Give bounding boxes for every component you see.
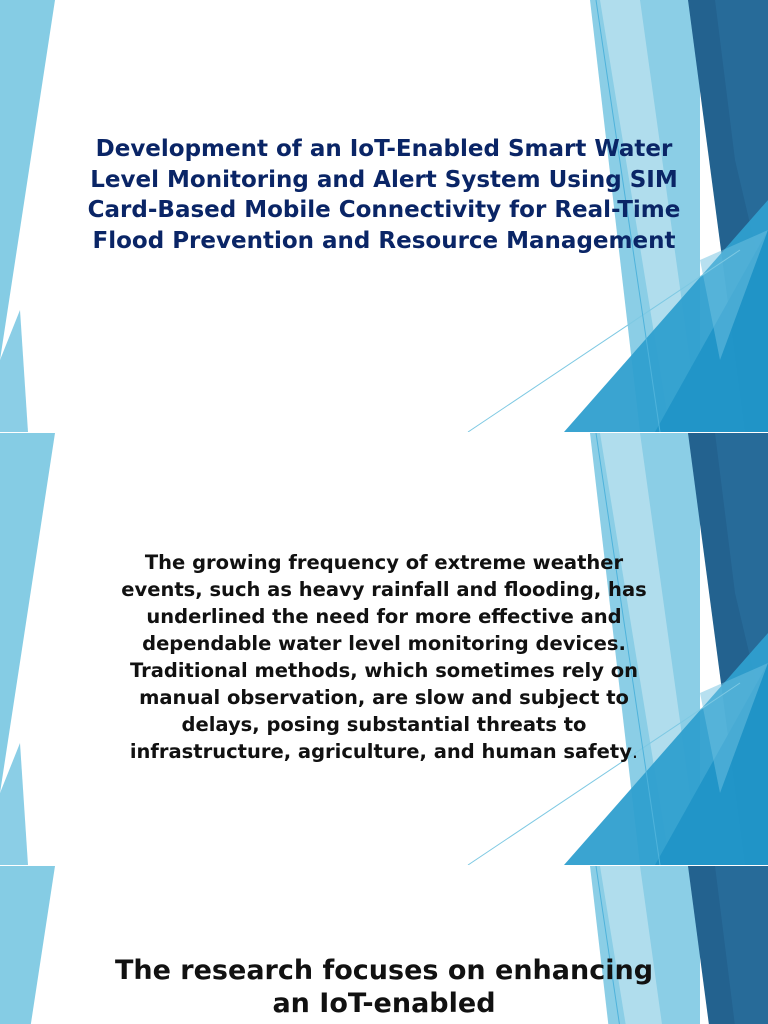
left-sliver-shape bbox=[0, 866, 55, 1024]
slide-body-paragraph: The growing frequency of extreme weather events, such as heavy rainfall and flooding, has underlined the need for more effective and dependable water level monitoring devices. Traditional methods, which sometimes rely on manual observation, are slow and subject to delays, posing substantial threats to infrastructure, agriculture, and human safety bbox=[121, 551, 647, 763]
slide-title bbox=[0, 0, 768, 432]
slide-body-period: . bbox=[631, 740, 639, 763]
slide-body-text bbox=[118, 549, 650, 765]
slide-research-focus bbox=[0, 866, 768, 1024]
slide-background-info bbox=[0, 433, 768, 865]
slide-heading-text: The research focuses on enhancing an IoT-enabled bbox=[114, 955, 654, 1019]
slide-title-text: Development of an IoT-Enabled Smart Water Level Monitoring and Alert System Using SIM Card-Based Mobile Connectivity for Real-Time Flood Prevention and Resource Management bbox=[87, 136, 681, 254]
left-sliver-shape bbox=[0, 0, 55, 360]
left-sliver-shape bbox=[0, 433, 55, 793]
